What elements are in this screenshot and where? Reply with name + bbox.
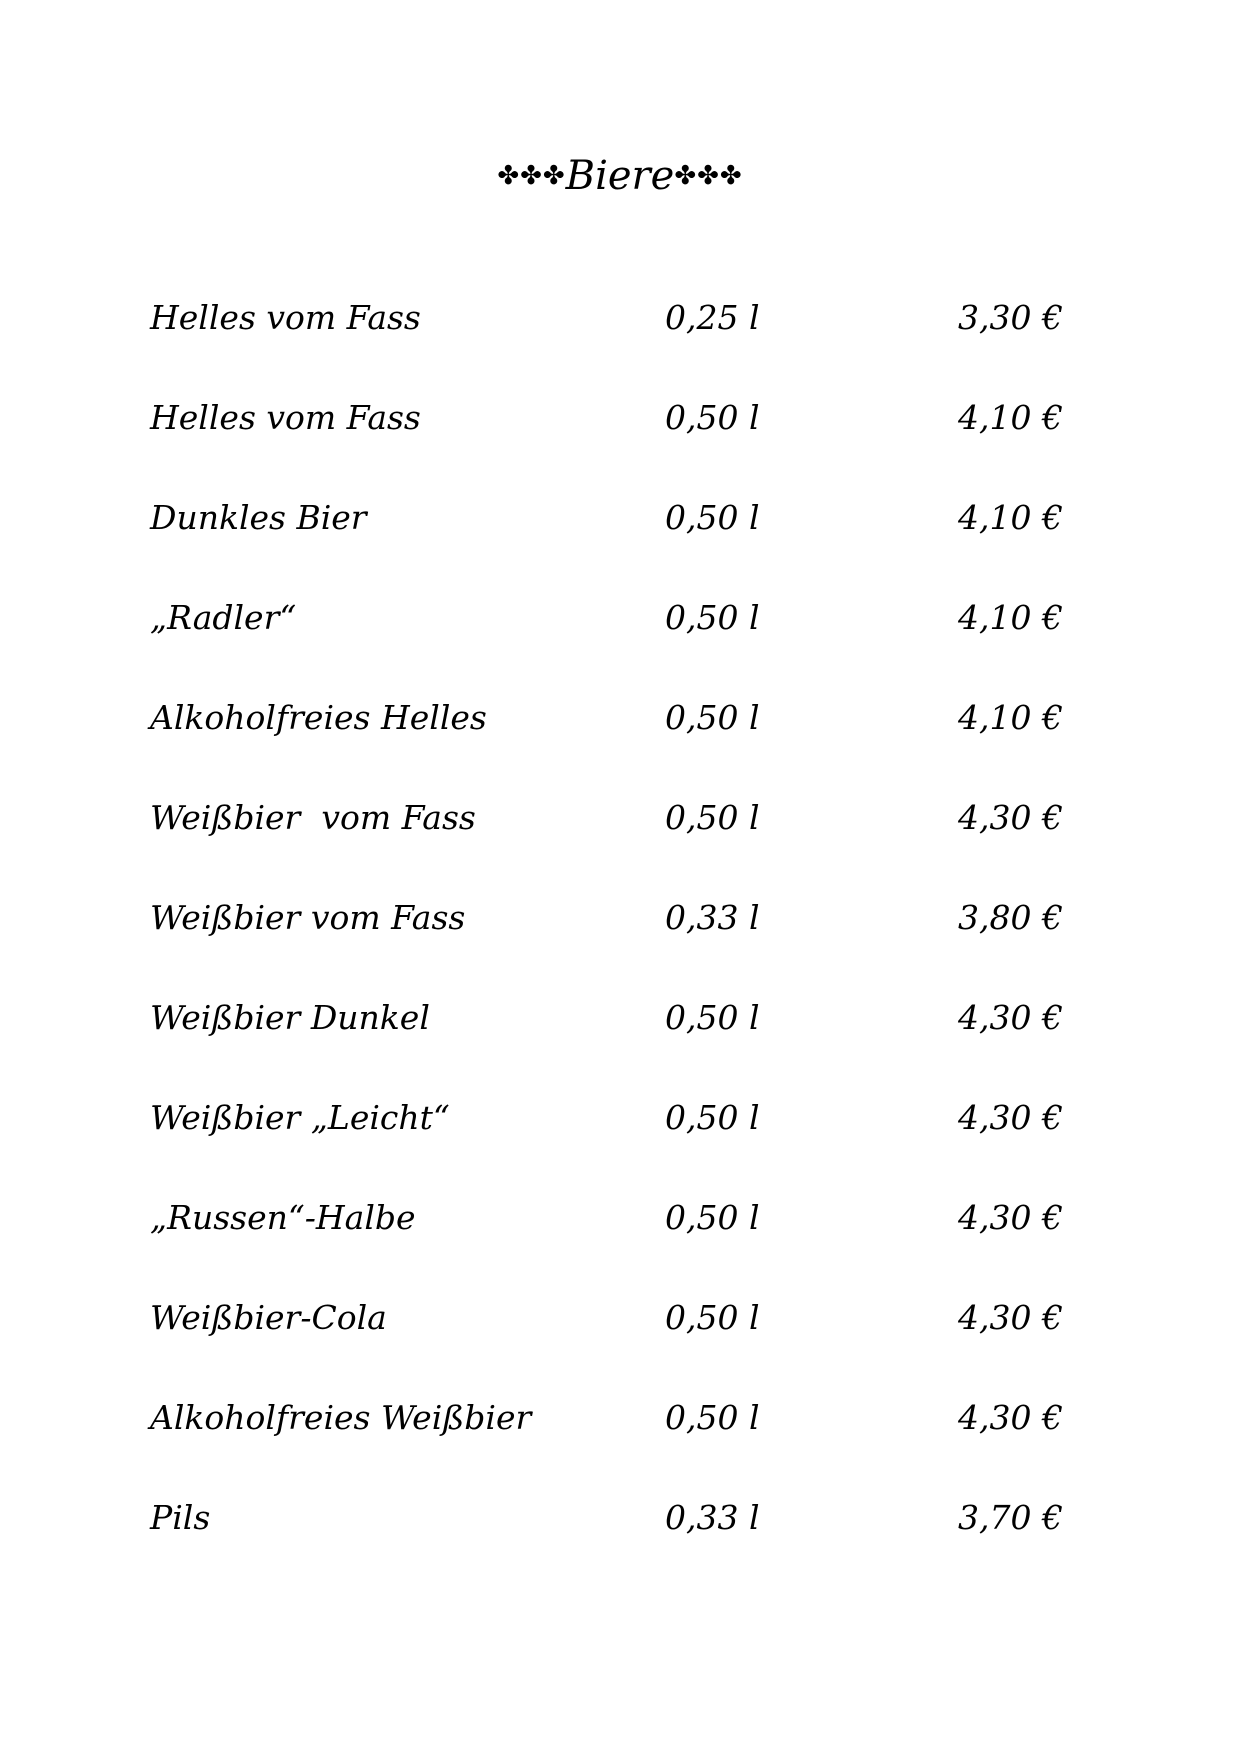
menu-row bbox=[0, 994, 1240, 1094]
item-price: 4,30 € bbox=[958, 798, 1063, 837]
item-price: 4,10 € bbox=[958, 498, 1063, 537]
flourish-ornament-icon: ✤✤✤ bbox=[674, 161, 743, 191]
item-volume: 0,50 l bbox=[665, 1198, 760, 1237]
item-price: 4,30 € bbox=[958, 1198, 1063, 1237]
item-volume: 0,50 l bbox=[665, 498, 760, 537]
item-price: 4,30 € bbox=[958, 1398, 1063, 1437]
item-price: 3,30 € bbox=[958, 298, 1063, 337]
item-price: 3,70 € bbox=[958, 1498, 1063, 1537]
page-title bbox=[0, 148, 1240, 207]
title-text: Biere bbox=[565, 153, 675, 199]
item-volume: 0,50 l bbox=[665, 598, 760, 637]
item-price: 4,30 € bbox=[958, 1098, 1063, 1137]
menu-row bbox=[0, 1194, 1240, 1294]
item-name: „Russen“-Halbe bbox=[150, 1198, 416, 1237]
item-name: Weißbier vom Fass bbox=[150, 898, 466, 937]
menu-row bbox=[0, 494, 1240, 594]
flourish-ornament-icon: ✤✤✤ bbox=[497, 161, 566, 191]
item-price: 4,30 € bbox=[958, 998, 1063, 1037]
item-name: Alkoholfreies Helles bbox=[150, 698, 487, 737]
item-price: 4,10 € bbox=[958, 398, 1063, 437]
item-name: Alkoholfreies Weißbier bbox=[150, 1398, 532, 1437]
item-price: 3,80 € bbox=[958, 898, 1063, 937]
item-price: 4,10 € bbox=[958, 598, 1063, 637]
item-volume: 0,50 l bbox=[665, 398, 760, 437]
item-price: 4,30 € bbox=[958, 1298, 1063, 1337]
item-volume: 0,50 l bbox=[665, 698, 760, 737]
item-volume: 0,33 l bbox=[665, 1498, 760, 1537]
item-volume: 0,50 l bbox=[665, 1398, 760, 1437]
item-name: Helles vom Fass bbox=[150, 298, 421, 337]
item-name: Weißbier-Cola bbox=[150, 1298, 387, 1337]
menu-row bbox=[0, 894, 1240, 994]
item-volume: 0,33 l bbox=[665, 898, 760, 937]
item-name: Weißbier vom Fass bbox=[150, 798, 476, 837]
menu-row bbox=[0, 1394, 1240, 1494]
menu-row bbox=[0, 294, 1240, 394]
menu-row bbox=[0, 1494, 1240, 1594]
menu-row bbox=[0, 1294, 1240, 1394]
item-volume: 0,50 l bbox=[665, 798, 760, 837]
item-name: Weißbier „Leicht“ bbox=[150, 1098, 450, 1137]
beer-menu-list bbox=[0, 294, 1240, 1594]
item-volume: 0,50 l bbox=[665, 1298, 760, 1337]
item-volume: 0,25 l bbox=[665, 298, 760, 337]
item-name: Pils bbox=[150, 1498, 211, 1537]
item-name: Weißbier Dunkel bbox=[150, 998, 430, 1037]
menu-row bbox=[0, 794, 1240, 894]
menu-row bbox=[0, 594, 1240, 694]
menu-row bbox=[0, 394, 1240, 494]
item-name: Dunkles Bier bbox=[150, 498, 367, 537]
item-volume: 0,50 l bbox=[665, 998, 760, 1037]
menu-row bbox=[0, 694, 1240, 794]
item-name: „Radler“ bbox=[150, 598, 297, 637]
item-volume: 0,50 l bbox=[665, 1098, 760, 1137]
item-name: Helles vom Fass bbox=[150, 398, 421, 437]
item-price: 4,10 € bbox=[958, 698, 1063, 737]
menu-row bbox=[0, 1094, 1240, 1194]
